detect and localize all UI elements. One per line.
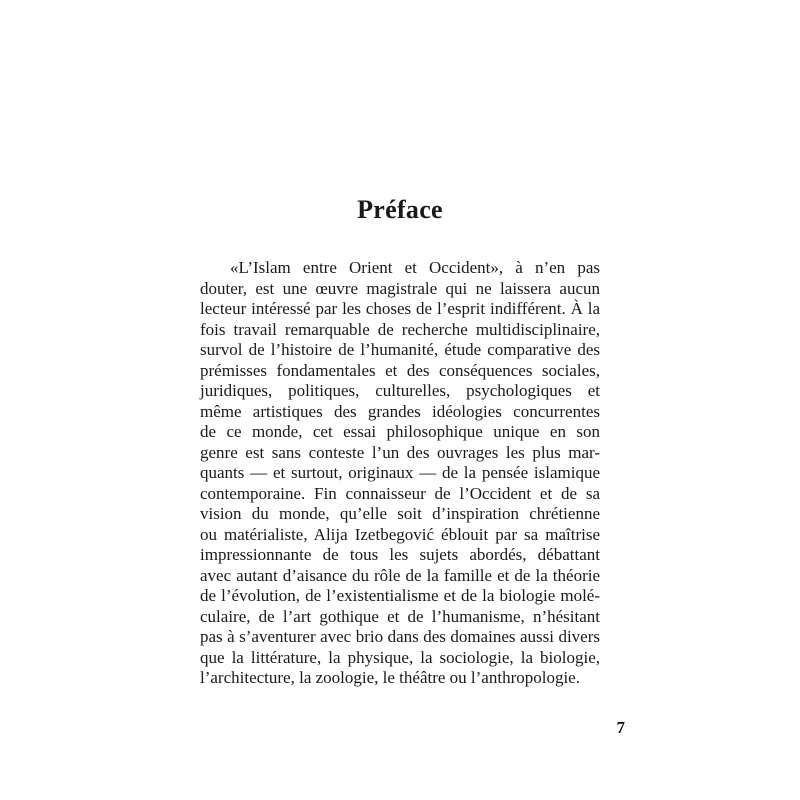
paragraph-line: quants — et surtout, originaux — de la pensée islamique <box>200 463 600 482</box>
paragraph-line: de ce monde, cet essai philosophique unique en son <box>200 422 600 441</box>
paragraph-line: lecteur intéressé par les choses de l’esprit indifférent. À la <box>200 299 600 318</box>
paragraph-line: prémisses fondamentales et des conséquences sociales, <box>200 360 600 380</box>
paragraph-line: fois travail remarquable de recherche multidisciplinaire, <box>200 319 600 339</box>
paragraph-line: survol de l’histoire de l’humanité, étude comparative des <box>200 340 600 359</box>
paragraph-line: genre est sans conteste l’un des ouvrages les plus mar- <box>200 442 600 462</box>
paragraph-line: juridiques, politiques, culturelles, psychologiques et <box>200 381 600 400</box>
paragraph-line: «L’Islam entre Orient et Occident», à n’en pas <box>230 258 600 277</box>
paragraph-line: douter, est une œuvre magistrale qui ne laissera aucun <box>200 278 600 298</box>
paragraph-line: culaire, de l’art gothique et de l’humanisme, n’hésitant <box>200 606 600 626</box>
paragraph-line: de l’évolution, de l’existentialisme et de la biologie molé- <box>200 586 600 605</box>
paragraph-line: impressionnante de tous les sujets abordés, débattant <box>200 545 600 564</box>
paragraph-line: contemporaine. Fin connaisseur de l’Occident et de sa <box>200 483 600 503</box>
preface-paragraph <box>200 258 600 689</box>
paragraph-line: même artistiques des grandes idéologies concurrentes <box>200 401 600 421</box>
paragraph-line: que la littérature, la physique, la sociologie, la biologie, <box>200 647 600 667</box>
page-title: Préface <box>357 195 443 224</box>
paragraph-line: vision du monde, qu’elle soit d’inspiration chrétienne <box>200 504 600 523</box>
paragraph-line: ou matérialiste, Alija Izetbegović éblouit par sa maîtrise <box>200 524 600 544</box>
page-number: 7 <box>616 718 625 737</box>
paragraph-line: avec autant d’aisance du rôle de la famille et de la théorie <box>200 565 600 585</box>
paragraph-line: pas à s’aventurer avec brio dans des domaines aussi divers <box>200 627 600 646</box>
paragraph-line: l’architecture, la zoologie, le théâtre ou l’anthropologie. <box>200 668 580 687</box>
